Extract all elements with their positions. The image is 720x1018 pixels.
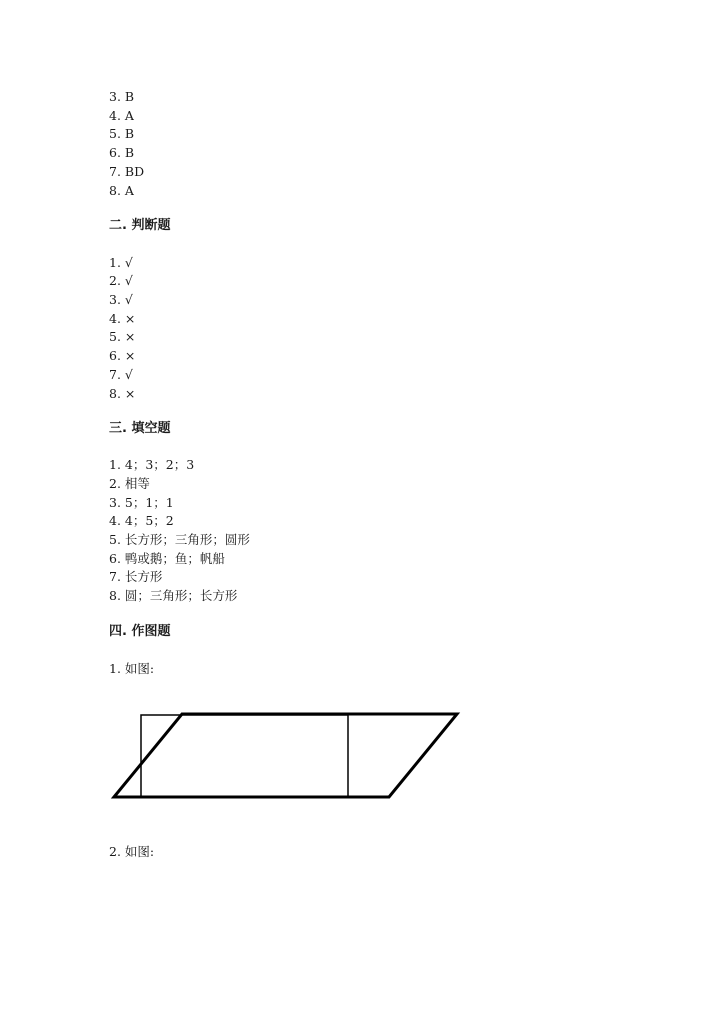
section-heading-drawing: 四. 作图题 — [109, 624, 171, 639]
answer-line: 2. 相等 — [109, 476, 150, 491]
answer-line: 6. B — [109, 145, 135, 160]
section-heading-judgement: 二. 判断题 — [109, 218, 171, 233]
answer-line: 4. 4；5；2 — [109, 513, 174, 528]
answer-line: 7. 长方形 — [109, 569, 163, 584]
answer-line: 6. 鸭或鹅；鱼；帆船 — [109, 551, 225, 566]
parallelogram-rectangle-figure — [100, 700, 470, 810]
answer-line: 8. A — [109, 183, 134, 198]
answer-line: 1. 4；3；2；3 — [109, 457, 195, 472]
answer-line: 6. × — [109, 348, 136, 363]
answer-line: 2. √ — [109, 273, 133, 288]
answer-line: 7. BD — [109, 164, 145, 179]
answer-line: 3. 5；1；1 — [109, 495, 174, 510]
parallelogram-shape — [114, 714, 457, 797]
answer-line: 4. A — [109, 108, 134, 123]
answer-line: 5. B — [109, 126, 135, 141]
answer-line: 7. √ — [109, 367, 133, 382]
answer-line: 5. 长方形；三角形；圆形 — [109, 532, 250, 547]
answer-line: 2. 如图: — [109, 844, 155, 859]
answer-line: 3. B — [109, 89, 135, 104]
answer-line: 3. √ — [109, 292, 133, 307]
answer-line: 8. 圆；三角形；长方形 — [109, 588, 238, 603]
answer-line: 8. × — [109, 386, 136, 401]
answer-line: 1. 如图: — [109, 661, 155, 676]
answer-line: 4. × — [109, 311, 136, 326]
section-heading-fill-in: 三. 填空题 — [109, 421, 171, 436]
answer-line: 1. √ — [109, 255, 133, 270]
answer-line: 5. × — [109, 329, 136, 344]
